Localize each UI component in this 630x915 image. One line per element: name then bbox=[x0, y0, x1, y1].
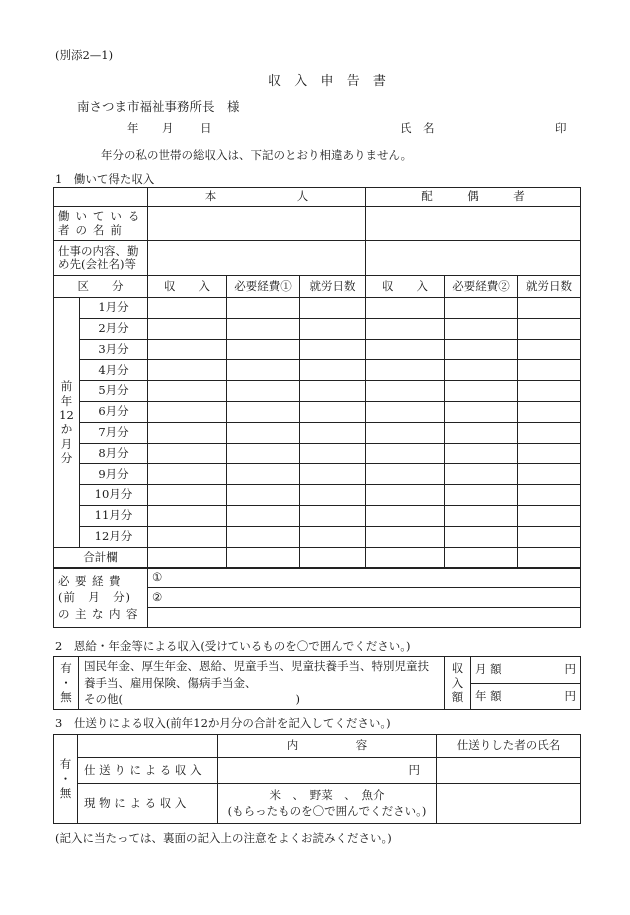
month-value-cell[interactable] bbox=[518, 298, 581, 319]
month-value-cell[interactable] bbox=[300, 298, 366, 319]
month-value-cell[interactable] bbox=[148, 526, 227, 547]
month-value-cell[interactable] bbox=[445, 505, 518, 526]
month-value-cell[interactable] bbox=[148, 381, 227, 402]
spouse-name-field[interactable] bbox=[366, 207, 581, 241]
month-row bbox=[54, 526, 581, 547]
month-value-cell[interactable] bbox=[445, 298, 518, 319]
month-value-cell[interactable] bbox=[445, 485, 518, 506]
allowance-table bbox=[53, 734, 581, 824]
total-cell[interactable] bbox=[227, 547, 300, 568]
month-value-cell[interactable] bbox=[227, 360, 300, 381]
month-value-cell[interactable] bbox=[366, 443, 445, 464]
total-cell[interactable] bbox=[518, 547, 581, 568]
money-sender-field[interactable] bbox=[437, 758, 581, 784]
spouse-expense-header: 必要経費② bbox=[445, 276, 518, 298]
spouse-header: 配 偶 者 bbox=[366, 188, 581, 207]
self-name-field[interactable] bbox=[148, 207, 366, 241]
month-value-cell[interactable] bbox=[445, 422, 518, 443]
month-value-cell[interactable] bbox=[227, 485, 300, 506]
month-row bbox=[54, 360, 581, 381]
total-label: 合計欄 bbox=[54, 547, 148, 568]
month-value-cell[interactable] bbox=[148, 401, 227, 422]
month-row bbox=[54, 505, 581, 526]
month-value-cell[interactable] bbox=[300, 485, 366, 506]
month-value-cell[interactable] bbox=[518, 505, 581, 526]
addressee: 南さつま市福祉事務所長 様 bbox=[77, 99, 240, 114]
month-value-cell[interactable] bbox=[227, 526, 300, 547]
monthly-amount-field[interactable]: 月 額 円 bbox=[471, 657, 581, 684]
month-label: 10月分 bbox=[80, 485, 148, 506]
month-label: 6月分 bbox=[80, 401, 148, 422]
month-value-cell[interactable] bbox=[227, 298, 300, 319]
spouse-job-field[interactable] bbox=[366, 241, 581, 276]
month-value-cell[interactable] bbox=[148, 422, 227, 443]
month-value-cell[interactable] bbox=[227, 505, 300, 526]
month-value-cell[interactable] bbox=[227, 339, 300, 360]
month-label: 4月分 bbox=[80, 360, 148, 381]
month-value-cell[interactable] bbox=[227, 318, 300, 339]
month-value-cell[interactable] bbox=[148, 318, 227, 339]
month-row bbox=[54, 339, 581, 360]
total-cell[interactable] bbox=[148, 547, 227, 568]
circle-one: ① bbox=[152, 569, 163, 584]
month-value-cell[interactable] bbox=[148, 298, 227, 319]
money-allowance-field[interactable]: 円 bbox=[218, 758, 437, 784]
footer-note: (記入に当たっては、裏面の記入上の注意をよくお読みください。) bbox=[55, 831, 392, 845]
month-value-cell[interactable] bbox=[366, 464, 445, 485]
blank-header-cell bbox=[54, 188, 148, 207]
month-value-cell[interactable] bbox=[366, 526, 445, 547]
month-value-cell[interactable] bbox=[148, 505, 227, 526]
month-value-cell[interactable] bbox=[227, 422, 300, 443]
spouse-days-header: 就労日数 bbox=[518, 276, 581, 298]
month-value-cell[interactable] bbox=[445, 339, 518, 360]
self-job-field[interactable] bbox=[148, 241, 366, 276]
earned-income-table bbox=[53, 187, 581, 569]
month-label: 5月分 bbox=[80, 381, 148, 402]
total-cell[interactable] bbox=[300, 547, 366, 568]
month-value-cell[interactable] bbox=[300, 381, 366, 402]
month-value-cell[interactable] bbox=[518, 443, 581, 464]
circle-two: ② bbox=[152, 589, 163, 604]
month-value-cell[interactable] bbox=[300, 443, 366, 464]
month-value-cell[interactable] bbox=[445, 526, 518, 547]
month-value-cell[interactable] bbox=[366, 360, 445, 381]
month-row bbox=[54, 485, 581, 506]
month-value-cell[interactable] bbox=[227, 401, 300, 422]
pension-yes-no[interactable]: 有 ・ 無 bbox=[54, 657, 79, 710]
month-value-cell[interactable] bbox=[518, 381, 581, 402]
month-row bbox=[54, 443, 581, 464]
month-value-cell[interactable] bbox=[227, 381, 300, 402]
expense-1-field[interactable] bbox=[148, 568, 581, 588]
month-value-cell[interactable] bbox=[366, 339, 445, 360]
month-label: 1月分 bbox=[80, 298, 148, 319]
month-value-cell[interactable] bbox=[148, 360, 227, 381]
month-value-cell[interactable] bbox=[366, 381, 445, 402]
year-label: 年 bbox=[127, 121, 139, 135]
total-cell[interactable] bbox=[445, 547, 518, 568]
month-value-cell[interactable] bbox=[227, 464, 300, 485]
annex-label: (別添2—1) bbox=[55, 48, 114, 62]
self-expense-header: 必要経費① bbox=[227, 276, 300, 298]
month-label: 3月分 bbox=[80, 339, 148, 360]
month-value-cell[interactable] bbox=[300, 318, 366, 339]
goods-allowance-field[interactable]: 米 、 野菜 、 魚介 (もらったものを〇で囲んでください。) bbox=[218, 784, 437, 824]
month-value-cell[interactable] bbox=[445, 381, 518, 402]
month-value-cell[interactable] bbox=[518, 360, 581, 381]
month-value-cell[interactable] bbox=[366, 318, 445, 339]
form-title: 収 入 申 告 書 bbox=[268, 74, 391, 89]
month-row bbox=[54, 298, 581, 319]
month-value-cell[interactable] bbox=[518, 422, 581, 443]
month-value-cell[interactable] bbox=[445, 360, 518, 381]
month-value-cell[interactable] bbox=[148, 443, 227, 464]
seal-label: 印 bbox=[555, 121, 567, 135]
month-value-cell[interactable] bbox=[148, 339, 227, 360]
month-value-cell[interactable] bbox=[518, 401, 581, 422]
content-header: 内 容 bbox=[218, 735, 437, 758]
month-value-cell[interactable] bbox=[518, 339, 581, 360]
month-value-cell[interactable] bbox=[445, 464, 518, 485]
month-row bbox=[54, 401, 581, 422]
month-row bbox=[54, 318, 581, 339]
allowance-yes-no[interactable]: 有 ・ 無 bbox=[54, 735, 78, 824]
month-value-cell[interactable] bbox=[518, 485, 581, 506]
month-row bbox=[54, 381, 581, 402]
expense-2-field[interactable] bbox=[148, 588, 581, 608]
pension-table bbox=[53, 656, 581, 710]
month-value-cell[interactable] bbox=[518, 318, 581, 339]
worker-name-label: 働 い て い る 者 の 名 前 bbox=[54, 207, 148, 241]
month-value-cell[interactable] bbox=[366, 401, 445, 422]
pension-types[interactable]: 国民年金、厚生年金、恩給、児童手当、児童扶養手当、特別児童扶 養手当、雇用保険、傷病手当金、 その他( ) bbox=[79, 657, 445, 710]
month-value-cell[interactable] bbox=[300, 464, 366, 485]
month-label: 7月分 bbox=[80, 422, 148, 443]
month-value-cell[interactable] bbox=[445, 401, 518, 422]
section1-heading: 1 働いて得た収入 bbox=[55, 172, 155, 186]
month-value-cell[interactable] bbox=[300, 422, 366, 443]
month-value-cell[interactable] bbox=[518, 526, 581, 547]
month-value-cell[interactable] bbox=[366, 298, 445, 319]
income-amount-label: 収 入 額 bbox=[445, 657, 471, 710]
month-value-cell[interactable] bbox=[227, 443, 300, 464]
declaration-statement: 年分の私の世帯の総収入は、下記のとおり相違ありません。 bbox=[101, 148, 413, 162]
expense-extra-field[interactable] bbox=[148, 608, 581, 628]
money-allowance-label: 仕 送 り に よ る 収 入 bbox=[78, 758, 218, 784]
sender-name-header: 仕送りした者の氏名 bbox=[437, 735, 581, 758]
month-value-cell[interactable] bbox=[148, 485, 227, 506]
blank-header-cell bbox=[78, 735, 218, 758]
month-row bbox=[54, 422, 581, 443]
month-value-cell[interactable] bbox=[300, 339, 366, 360]
period-label: 前 年 12 か 月 分 bbox=[54, 298, 80, 548]
month-value-cell[interactable] bbox=[518, 464, 581, 485]
month-label: 12月分 bbox=[80, 526, 148, 547]
month-value-cell[interactable] bbox=[300, 360, 366, 381]
goods-sender-field[interactable] bbox=[437, 784, 581, 824]
month-row bbox=[54, 464, 581, 485]
name-label: 氏 名 bbox=[400, 121, 435, 135]
spouse-income-header: 収 入 bbox=[366, 276, 445, 298]
month-value-cell[interactable] bbox=[366, 485, 445, 506]
month-value-cell[interactable] bbox=[148, 464, 227, 485]
total-cell[interactable] bbox=[366, 547, 445, 568]
month-value-cell[interactable] bbox=[300, 526, 366, 547]
section3-heading: 3 仕送りによる収入(前年12か月分の合計を記入してください。) bbox=[55, 716, 391, 730]
day-label: 日 bbox=[200, 121, 212, 135]
month-label: 9月分 bbox=[80, 464, 148, 485]
expense-content-table bbox=[53, 567, 581, 628]
month-value-cell[interactable] bbox=[300, 505, 366, 526]
month-label: 2月分 bbox=[80, 318, 148, 339]
section2-heading: 2 恩給・年金等による収入(受けているものを〇で囲んでください。) bbox=[55, 639, 411, 653]
month-value-cell[interactable] bbox=[366, 505, 445, 526]
month-value-cell[interactable] bbox=[445, 318, 518, 339]
self-days-header: 就労日数 bbox=[300, 276, 366, 298]
month-value-cell[interactable] bbox=[366, 422, 445, 443]
goods-allowance-label: 現 物 に よ る 収 入 bbox=[78, 784, 218, 824]
month-value-cell[interactable] bbox=[300, 401, 366, 422]
yearly-amount-field[interactable]: 年 額 円 bbox=[471, 683, 581, 710]
month-label: 11月分 bbox=[80, 505, 148, 526]
job-content-label: 仕事の内容、勤め先(会社名)等 bbox=[54, 241, 148, 276]
month-label: 月 bbox=[162, 121, 174, 135]
month-label: 8月分 bbox=[80, 443, 148, 464]
self-header: 本 人 bbox=[148, 188, 366, 207]
self-income-header: 収 入 bbox=[148, 276, 227, 298]
expense-content-label: 必 要 経 費 (前 月 分) の 主 な 内 容 bbox=[54, 568, 148, 628]
category-header: 区 分 bbox=[54, 276, 148, 298]
month-value-cell[interactable] bbox=[445, 443, 518, 464]
